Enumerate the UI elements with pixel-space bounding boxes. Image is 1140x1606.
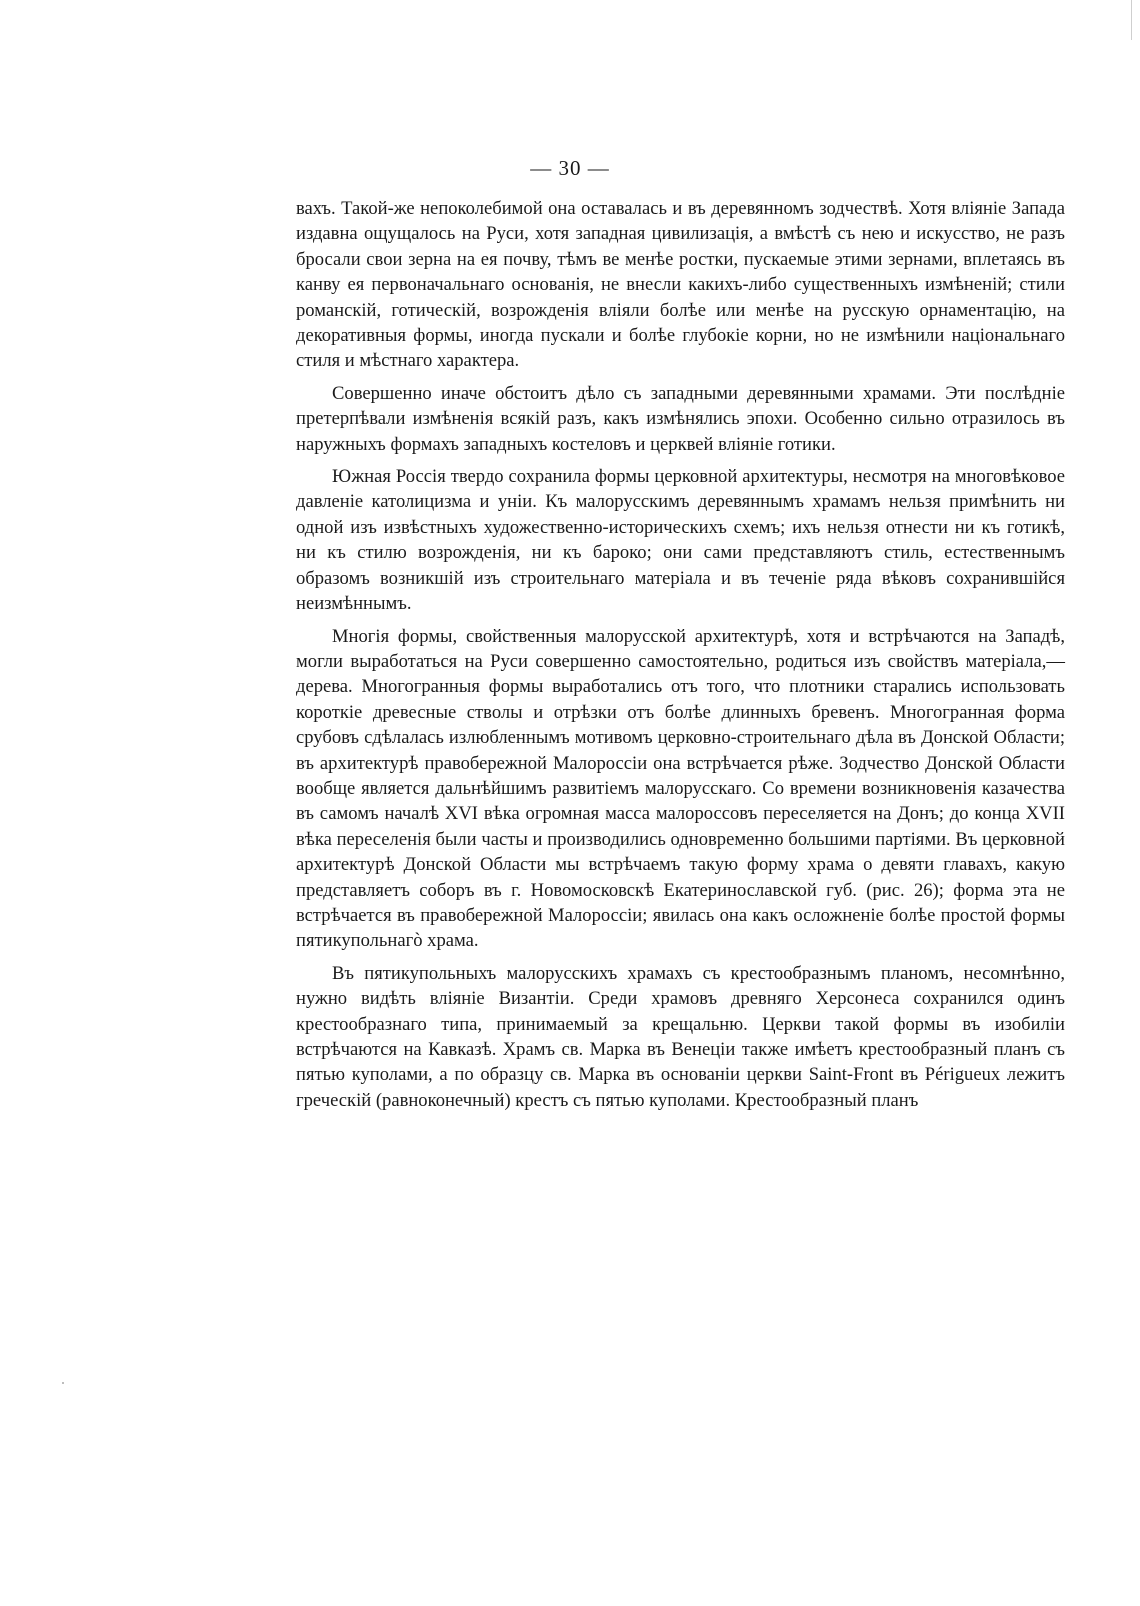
paragraph-continuation: вахъ. Такой-же непоколебимой она оставалась и въ деревянномъ зодчествѣ. Хотя вліяніе Запада издавна ощущалось на Руси, хотя западная цивилизація, а вмѣстѣ съ нею и искусство, не разъ бросали свои зерна на ея почву, тѣмъ ве менѣе ростки, пускаемые этими зернами, вплетаясь въ канву ея первоначальнаго основанія, не внесли какихъ-либо существенныхъ измѣненій; стили романскій, готическій, возрожденія вліяли болѣе или менѣе на русскую орнаментацію, на декоративныя формы, иногда пускали и болѣе глубокіе корни, но не измѣнили національнаго стиля и мѣстнаго характера. bbox=[296, 198, 1065, 372]
page-number: — 30 — bbox=[530, 156, 610, 180]
paragraph-southern-russia: Южная Россія твердо сохранила формы церковной архитектуры, несмотря на многовѣковое давленіе католицизма и уніи. Къ малорусскимъ деревяннымъ храмамъ нельзя примѣнить ни одной изъ извѣстныхъ художественно-историческихъ схемъ; ихъ нельзя отнести ни къ готикѣ, ни къ стилю возрожденія, ни къ бароко; они сами представляютъ стиль, естественнымъ образомъ возникшій изъ строительнаго матеріала и въ теченіе ряда вѣковъ сохранившійся неизмѣннымъ. bbox=[296, 466, 1065, 615]
paragraph-byzantine-influence: Въ пятикупольныхъ малорусскихъ храмахъ съ крестообразнымъ планомъ, несомнѣнно, нужно видѣть вліяніе Византіи. Среди храмовъ древняго Херсонеса сохранился одинъ крестообразнаго типа, принимаемый за крещальню. Церкви такой формы въ изобиліи встрѣчаются на Кавказѣ. Храмъ св. Марка въ Венеціи также имѣетъ крестообразный планъ съ пятью куполами, а по образцу св. Марка въ основаніи церкви Saint-Front въ Périgueux лежитъ греческій (равноконечный) крестъ съ пятью куполами. Крестообразный планъ bbox=[296, 962, 1065, 1111]
scan-edge-mark bbox=[1131, 0, 1132, 40]
paragraph-don-region: Многія формы, свойственныя малорусской архитектурѣ, хотя и встрѣчаются на Западѣ, могли выработаться на Руси совершенно самостоятельно, родиться изъ свойствъ матеріала,—дерева. Многогранныя формы выработались отъ того, что плотники старались использовать короткіе древесные стволы и отрѣзки отъ болѣе длинныхъ бревенъ. Многогранная форма срубовъ сдѣлалась излюбленнымъ мотивомъ церковно-строительнаго дѣла въ Донской Области; въ архитектурѣ правобережной Малороссіи она встрѣчается рѣже. Зодчество Донской Области вообще является дальнѣйшимъ развитіемъ малорусскаго. Со времени возникновенія казачества въ самомъ началѣ XVI вѣка огромная масса малороссовъ переселяется на Донъ; до конца XVII вѣка переселенія были часты и производились одновременно большими партіями. Въ церковной архитектурѣ Донской Области мы встрѣчаемъ такую форму храма о девяти главахъ, какую представляетъ соборъ въ г. Новомосковскѣ Екатеринославской губ. (рис. 26); форма эта не встрѣчается въ правобережной Малороссіи; явилась она какъ осложненіе болѣе простой формы пятикупольнагò храма. bbox=[296, 625, 1065, 952]
body-text bbox=[296, 196, 1065, 1113]
scan-speck bbox=[62, 1382, 64, 1384]
paragraph-western-churches: Совершенно иначе обстоитъ дѣло съ западными деревянными храмами. Эти послѣдніе претерпѣвали измѣненія всякій разъ, какъ измѣнялись эпохи. Особенно сильно отразилось въ наружныхъ формахъ западныхъ костеловъ и церквей вліяніе готики. bbox=[296, 382, 1065, 455]
